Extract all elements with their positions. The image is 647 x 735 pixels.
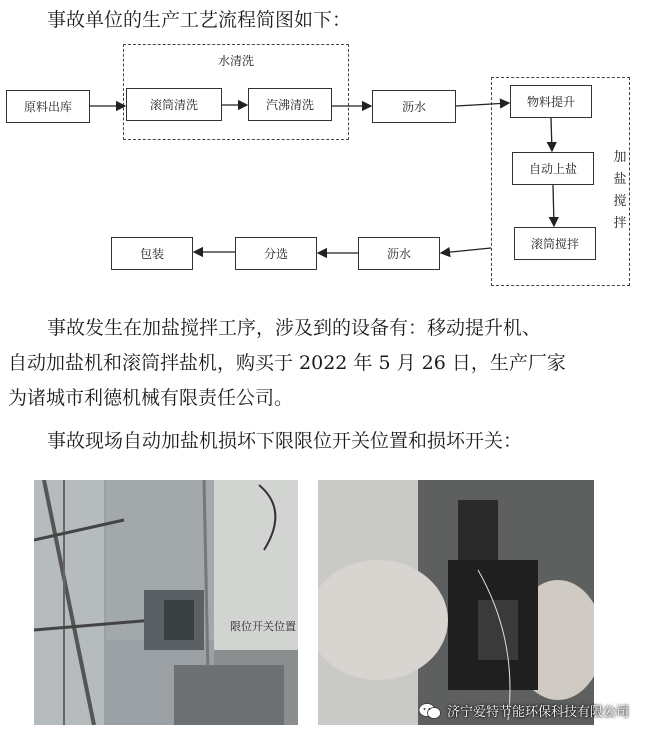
box-pack: 包装: [111, 237, 193, 270]
photo-damaged-switch: [318, 480, 594, 725]
heading: 事故单位的生产工艺流程简图如下：: [47, 9, 352, 31]
paragraph-1-line-2: 自动加盐机和滚筒拌盐机，购买于 2022 年 5 月 26 日，生产厂家: [8, 352, 566, 374]
arrow-lift-to-salt: [551, 118, 552, 151]
paragraph-1-line-3: 为诸城市利德机械有限责任公司。: [8, 387, 294, 409]
salt-mix-group-label: 加盐搅拌: [613, 150, 627, 231]
watermark: [419, 701, 629, 720]
photo-label-switch-position: 限位开关位置: [230, 620, 296, 633]
box-sort: 分选: [235, 237, 317, 270]
box-auto-salt: 自动上盐: [512, 152, 594, 185]
wechat-icon: [419, 702, 441, 720]
box-steam-wash: 汽沸清洗: [248, 88, 332, 121]
arrow-salt-to-mix: [553, 185, 554, 226]
flow-arrows: [0, 0, 647, 300]
arrow-drain-to-lift: [456, 103, 509, 106]
box-raw-material: 原料出库: [6, 90, 90, 123]
watermark-text: 济宁爱特节能环保科技有限公司: [446, 705, 629, 720]
box-drain-2: 沥水: [358, 237, 440, 270]
photo-switch-location-image: [34, 480, 298, 725]
box-material-lift: 物料提升: [510, 85, 592, 118]
photo-switch-location: [34, 480, 298, 725]
arrow-mix-to-drain2: [441, 248, 491, 253]
photo-damaged-switch-image: [318, 480, 594, 725]
water-wash-group-label: 水清洗: [218, 54, 255, 68]
box-drain-1: 沥水: [372, 90, 456, 123]
box-drum-wash: 滚筒清洗: [126, 88, 222, 121]
paragraph-2: 事故现场自动加盐机损坏下限限位开关位置和损坏开关：: [47, 430, 523, 452]
paragraph-1-line-1: 事故发生在加盐搅拌工序，涉及到的设备有：移动提升机、: [47, 317, 542, 339]
box-drum-mix: 滚筒搅拌: [514, 227, 596, 260]
